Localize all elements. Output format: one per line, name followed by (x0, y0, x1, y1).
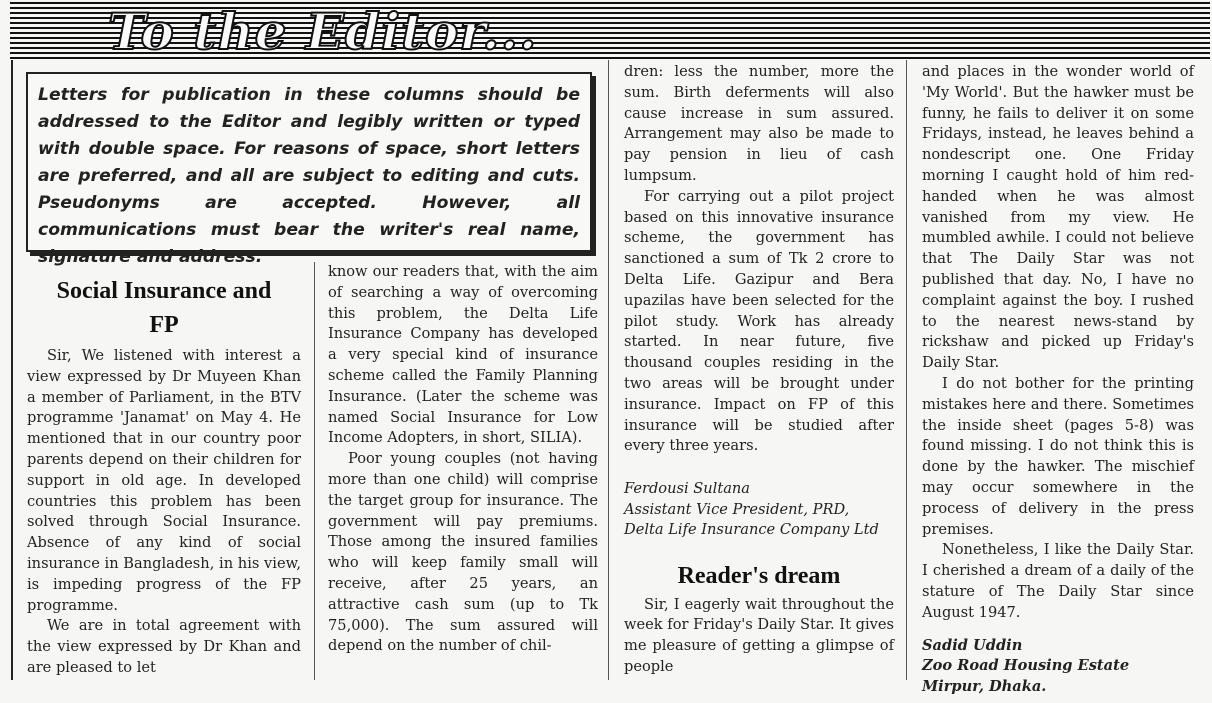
letter2-paragraph-3: Nonetheless, I like the Daily Star. I cherished a dream of a daily of the stature of The Daily Star since August 1947. (922, 541, 1194, 621)
column-rule-1 (314, 262, 315, 680)
letter1-paragraph-2-start: We are in total agreement with the view expressed by Dr Khan and are pleased to let (27, 617, 301, 676)
letter1-signature-org: Delta Life Insurance Company Ltd (624, 521, 879, 539)
letter2-paragraph-1-cont: and places in the wonder world of 'My World'. But the hawker must be funny, he fails to deliver it on some Fridays, instead, he leaves behind a nondescript one. One Friday morning I caught hold of him red-handed when he was almost vanished from my view. He mumbled awhile. I could not believe that The Daily Star was not published that day. No, I have no complaint against the boy. I rushed to the nearest news-stand by rickshaw and picked up Friday's Daily Star. (922, 63, 1194, 372)
letter2-headline: Reader's dream (677, 562, 841, 589)
letter1-headline-line1: Social Insurance and (56, 278, 272, 304)
letter1-headline-line2: FP (149, 312, 179, 338)
section-header-band (10, 2, 1210, 60)
column-2 (328, 262, 598, 657)
letter1-signature-title: Assistant Vice President, PRD, (624, 500, 850, 518)
column-1 (27, 274, 301, 679)
column-4 (922, 62, 1194, 697)
letter1-paragraph-3-start: Poor young couples (not having more than one child) will comprise the target group for insurance. The government will pay premiums. Those among the insured families who will keep family small will receive, after 25 years, an attractive cash sum (up to Tk 75,000). The sum assured will depend on the number of chil- (328, 450, 598, 655)
column-rule-3 (906, 60, 907, 680)
letter2-paragraph-2: I do not bother for the printing mistakes here and there. Sometimes the inside sheet (pages 5-8) was found missing. I do not think this is done by the hawker. The mischief may occur somewhere in the process of delivery in the press premises. (922, 374, 1194, 538)
letter2-signature-address-2: Mirpur, Dhaka. (922, 677, 1047, 695)
section-title: To the Editor... (108, 2, 538, 61)
left-border-rule (11, 60, 13, 680)
letter2-signature-address-1: Zoo Road Housing Estate (922, 657, 1130, 675)
letter2-signature-name: Sadid Uddin (922, 636, 1023, 654)
letter1-paragraph-3-cont: dren: less the number, more the sum. Birth deferments will also cause increase in sum assured. Arrangement may also be made to pay pension in lieu of cash lumpsum. (624, 63, 894, 184)
letter1-signature-name: Ferdousi Sultana (624, 480, 750, 498)
column-3 (624, 62, 894, 678)
letter1-paragraph-4: For carrying out a pilot project based on this innovative insurance scheme, the government has sanctioned a sum of Tk 2 crore to Delta Life. Gazipur and Bera upazilas have been selected for the pilot study. Work has already started. In near future, five thousand couples residing in the two areas will be brought under insurance. Impact on FP of this insurance will be studied after every three years. (624, 187, 894, 455)
editor-notice-box: Letters for publication in these columns should be addressed to the Editor and legibly written or typed with double space. For reasons of space, short letters are preferred, and all are subject to editing and cuts. Pseudonyms are accepted. However, all communications must bear the writer's real name, signature and address. (26, 72, 592, 252)
letter2-paragraph-1-start: Sir, I eagerly wait throughout the week for Friday's Daily Star. It gives me pleasure of getting a glimpse of people (624, 595, 894, 676)
letter1-paragraph-2-cont: know our readers that, with the aim of searching a way of overcoming this problem, the Delta Life Insurance Company has developed a very special kind of insurance scheme called the Family Planning Insurance. (Later the scheme was named Social Insurance for Low Income Adopters, in short, SILIA). (328, 263, 598, 447)
column-rule-2 (608, 60, 609, 680)
letter1-paragraph-1: Sir, We listened with interest a view expressed by Dr Muyeen Khan a member of Parliament, in the BTV programme 'Janamat' on May 4. He mentioned that in our country poor parents depend on their children for support in old age. In developed countries this problem has been solved through Social Insurance. Absence of any kind of social insurance in Bangladesh, in his view, is impeding progress of the FP programme. (27, 347, 301, 614)
